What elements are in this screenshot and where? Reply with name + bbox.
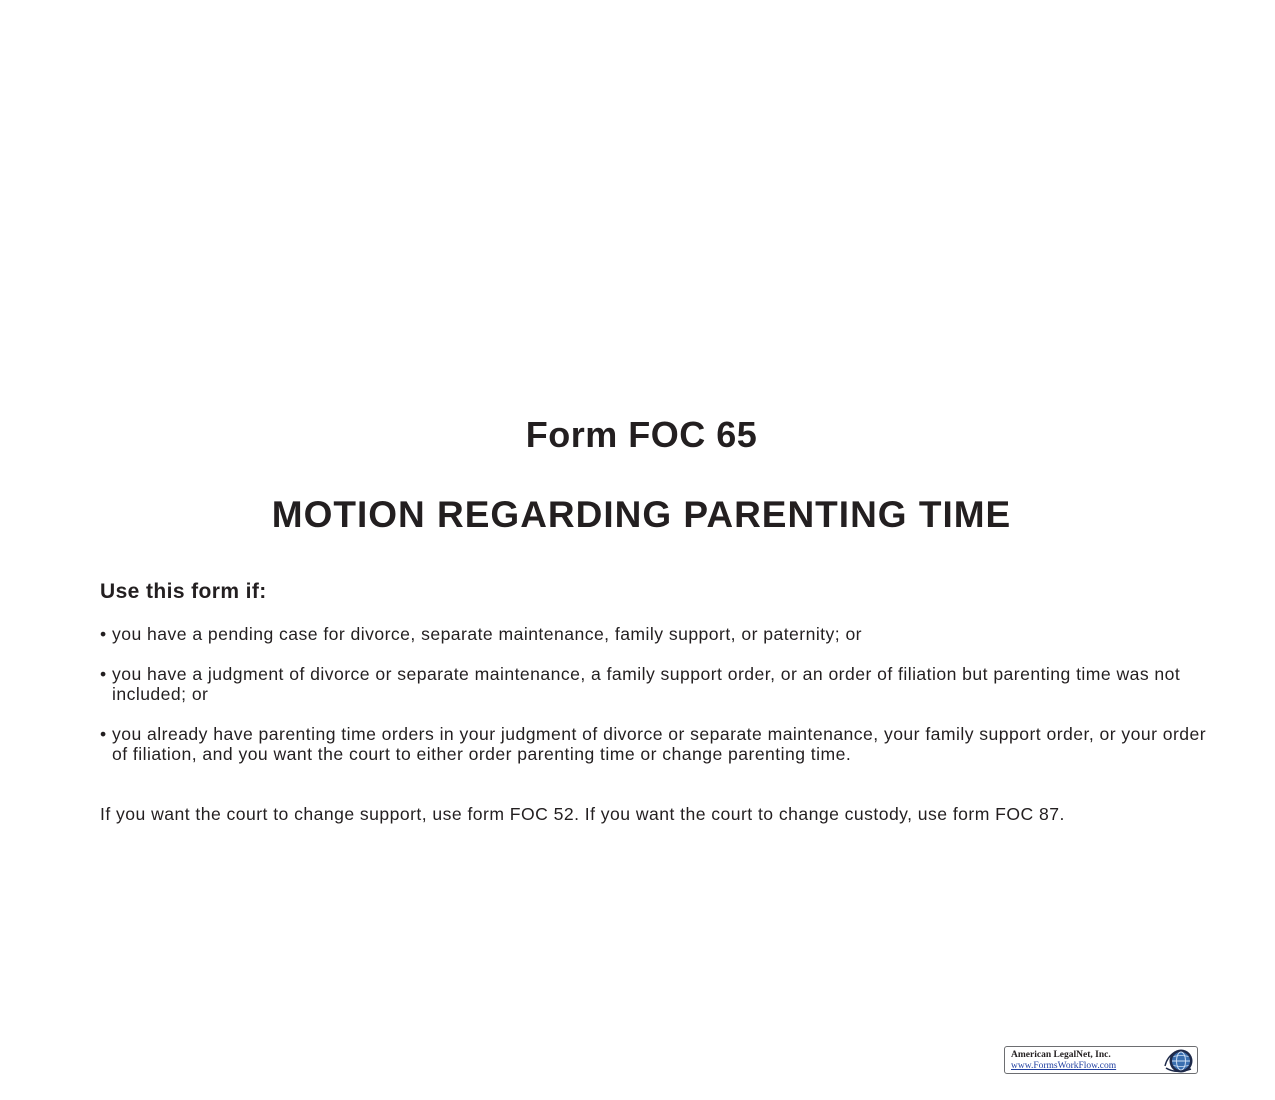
form-title: MOTION REGARDING PARENTING TIME bbox=[271, 494, 1012, 535]
globe-logo-icon bbox=[1161, 1048, 1197, 1074]
list-item bbox=[100, 724, 1222, 764]
footer-logo[interactable] bbox=[1004, 1046, 1198, 1074]
list-item bbox=[100, 664, 1222, 704]
bullet-icon: • bbox=[100, 664, 107, 684]
list-item-text: you have a pending case for divorce, separate maintenance, family support, or paternity; or bbox=[112, 624, 862, 644]
form-number: Form FOC 65 bbox=[525, 414, 758, 455]
logo-url-link[interactable]: www.FormsWorkFlow.com bbox=[1011, 1061, 1117, 1071]
logo-company-name: American LegalNet, Inc. bbox=[1011, 1050, 1111, 1060]
closing-paragraph: If you want the court to change support, use form FOC 52. If you want the court to change custody, use form FOC 87. bbox=[100, 804, 1065, 824]
bullet-icon: • bbox=[100, 724, 107, 744]
list-item-text: you already have parenting time orders in your judgment of divorce or separate maintenance, your family support order, or your order of filiation, and you want the court to either order parenting time or change parenting time. bbox=[112, 724, 1207, 764]
section-heading: Use this form if: bbox=[100, 580, 267, 603]
list-item-text: you have a judgment of divorce or separate maintenance, a family support order, or an order of filiation but parenting time was not included; or bbox=[112, 664, 1181, 704]
list-item bbox=[100, 624, 1222, 644]
bullet-icon: • bbox=[100, 624, 107, 644]
